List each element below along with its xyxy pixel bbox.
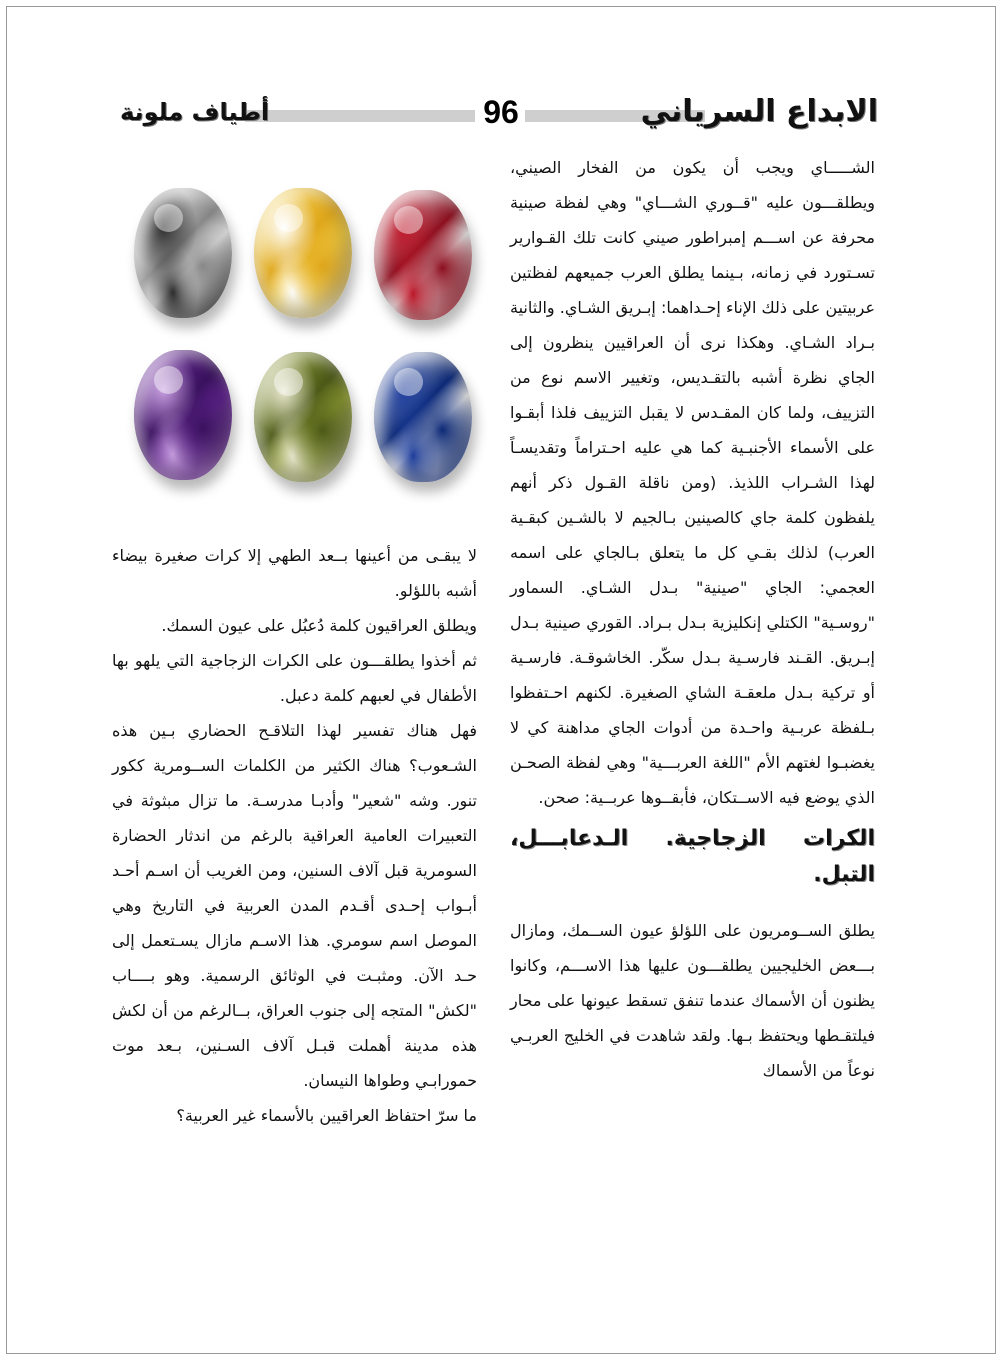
colored-eggs-image (128, 180, 478, 510)
yellow-marbled-egg (254, 188, 352, 318)
left-paragraph-3: ثم أخذوا يطلقـــون على الكرات الزجاجية التي يلهو بها الأطفال في لعبهم كلمة دعبل. (112, 651, 477, 705)
black-marbled-egg (134, 188, 232, 318)
left-paragraph-5: ما سرّ احتفاظ العراقيين بالأسماء غير العربية؟ (176, 1106, 477, 1125)
left-paragraph-1: لا يبقـى من أعينها بــعد الطهي إلا كرات صغيرة بيضاء أشبه باللؤلو. (112, 546, 477, 600)
right-column (510, 150, 875, 1088)
page-header (0, 90, 1004, 140)
blue-marbled-egg (374, 352, 472, 482)
magazine-title: الابداع السرياني (640, 94, 878, 129)
purple-marbled-egg (134, 350, 232, 480)
right-paragraph-2: يطلق الســومريون على اللؤلؤ عيون الســمك، ومازال بـــعض الخليجيين يطلقـــون عليها هذا الاســـم، وكانوا يظنون أن الأسماك عندما تنفق تسقط عيونها على محار فيلتقـطها ويحتفظ بـها. ولقد شاهدت في الخليج العربـي نوعاً من الأسماك (510, 921, 875, 1080)
section-title: أطياف ملونة (120, 98, 270, 126)
page-number: 96 (483, 94, 519, 130)
left-column (112, 538, 477, 1133)
red-marbled-egg (374, 190, 472, 320)
left-paragraph-2: ويطلق العراقيون كلمة دُعبُل على عيون السمك. (161, 616, 477, 635)
header-bar-left (245, 110, 475, 122)
subheading: الكرات الزجاجية. الـدعابـــل، التبل. (510, 826, 875, 887)
green-marbled-egg (254, 352, 352, 482)
right-paragraph-1: الشـــــاي ويجب أن يكون من الفخار الصيني، ويطلقـــون عليه "قــوري الشـــاي" وهي لفظة صينية محرفة عن اســـم إمبراطور صيني كانت تلك القـوارير تسـتورد في زمانه، بـينما يطلق العرب جميعهم لفظتين عربيتين على ذلك الإناء إحـداهما: إبـريق الشـاي. والثانية بـراد الشـاي. وهكذا نرى أن العراقيين ينظرون إلى الجاي نظرة أشبه بالتقـديس، وتغيير الاسم نوع من التزييف، ولما كان المقـدس لا يقبل التزييف فلذا أبقـوا على الأسماء الأجنبـية كما هي عليه احـتراماً وتقديسـاً لهذا الشـراب اللذيذ. (ومن ناقلة القـول ذكر أنهم يلفظون كلمة جاي كالصينين بـالجيم لا بالشـين كبقـية العرب) لذلك بقـي كل ما يتعلق بـالجاي على اسمه العجمي: الجاي "صينية" بـدل الشـاي. السماور "روسـية" الكتلي إنكليزية بـدل بـراد. القوري صينية بـدل إبـريق. القـند فارسـية بـدل سكّر. الخاشوقـة. فارسـية أو تركية بـدل ملعقـة الشاي الصغيرة. لكنهم احـتفظوا بـلفظة عربـية واحـدة من أدوات الجاي مداهنة كي لا يغضبـوا لغتهم الأم "اللغة العربـــية" وهي لفظة الصحـن الذي يوضع فيه الاســتكان، فأبقــوها عربــية: صحن. (510, 158, 875, 807)
left-paragraph-4: فهل هناك تفسير لهذا التلاقـح الحضاري بـين هذه الشـعوب؟ هناك الكثير من الكلمات الســومرية ككور تنور. وشه "شعير" وأدبـا مدرسـة. ما تزال مبثوثة في التعبيرات العامية العراقية بالرغم من اندثار الحضارة السومرية قبل آلاف السنين، ومن الغريب أن اسـم أحـد أبـواب إحـدى أقـدم المدن العربية في التاريخ وهي الموصل اسم سومري. هذا الاسـم مازال يسـتعمل إلى حـد الآن. ومثبـت في الوثائق الرسمية. وهو بــــاب "لكش" المتجه إلى جنوب العراق، بــالرغم من أن لكش هذه مدينة أهملت قبـل آلاف السـنين، بـعد موت حمورابـي وطواها النيسان. (112, 721, 477, 1090)
